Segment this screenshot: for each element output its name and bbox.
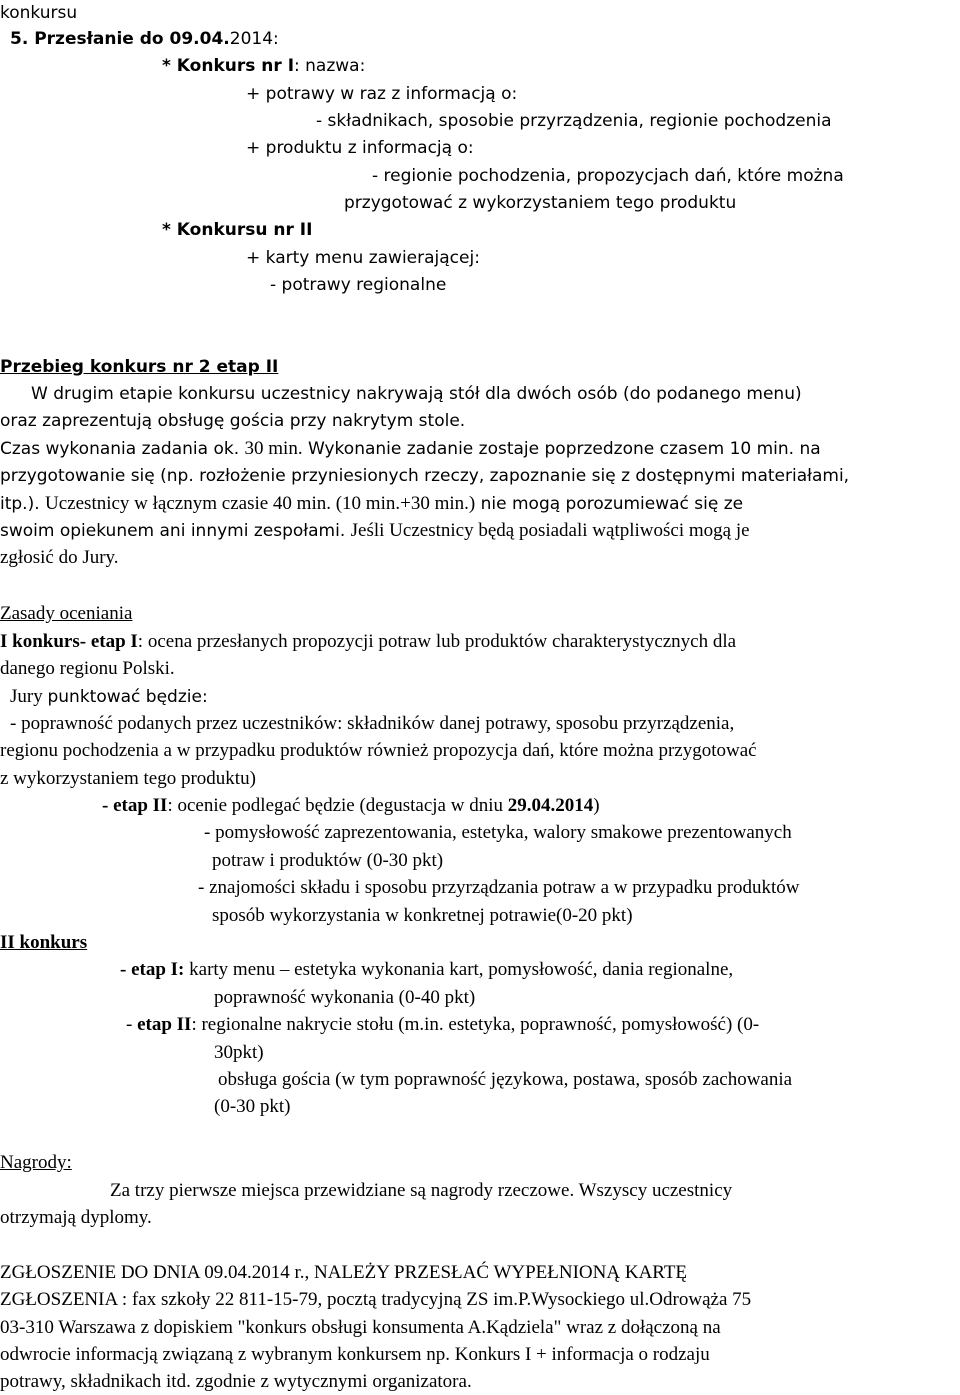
criteria-line: potraw i produktów (0-30 pkt) — [212, 850, 444, 871]
zasady-heading: Zasady oceniania — [0, 603, 133, 624]
konkurs-2-criteria-heading: II konkurs — [0, 932, 88, 953]
zasady-line: danego regionu Polski. — [0, 658, 175, 679]
criteria-line: sposób wykorzystania w konkretnej potrawie(0-20 pkt) — [212, 905, 633, 926]
zgloszenie-line: 03-310 Warszawa z dopiskiem "konkurs obsługi konsumenta A.Kądziela" wraz z dołączoną na — [0, 1317, 721, 1338]
intro-item: - potrawy regionalne — [270, 275, 447, 295]
section-5-year: 2014: — [229, 29, 279, 49]
criteria-line: obsługa gościa (w tym poprawność językowa, postawa, sposób zachowania — [218, 1069, 793, 1090]
zgloszenie-line: odwrocie informacją związaną z wybranym konkursem np. Konkurs I + informacja o rodzaju — [0, 1344, 710, 1365]
przebieg-line: Czas wykonania zadania ok. 30 min. Wykonanie zadanie zostaje poprzedzone czasem 10 min. na — [0, 438, 821, 459]
intro-item: - składnikach, sposobie przyrządzenia, regionie pochodzenia — [316, 111, 832, 131]
intro-item: + karty menu zawierającej: — [246, 248, 480, 268]
zasady-line: regionu pochodzenia a w przypadku produktów również propozycja dań, które można przygotować — [0, 740, 757, 761]
zgloszenie-line: potrawy, składnikach itd. zgodnie z wytycznymi organizatora. — [0, 1371, 472, 1392]
przebieg-line: oraz zaprezentują obsługę gościa przy nakrytym stole. — [0, 411, 466, 431]
zgloszenie-line: ZGŁOSZENIA : fax szkoły 22 811-15-79, pocztą tradycyjną ZS im.P.Wysockiego ul.Odrowąża 75 — [0, 1289, 752, 1310]
criteria-line: poprawność wykonania (0-40 pkt) — [214, 987, 476, 1008]
section-5-label: 5. Przesłanie do 09.04. — [10, 29, 230, 49]
konkurs-2-heading: * Konkursu nr II — [162, 220, 313, 240]
criteria-line: 30pkt) — [214, 1042, 264, 1063]
konkurs-1-rest: : nazwa: — [294, 56, 366, 76]
intro-line: konkursu — [0, 3, 78, 23]
section-5-heading — [10, 26, 279, 52]
k2-etap-1-line: - etap I: karty menu – estetyka wykonania kart, pomysłowość, dania regionalne, — [120, 959, 734, 980]
intro-item: + produktu z informacją o: — [246, 138, 474, 158]
zasady-line: - poprawność podanych przez uczestników: składników danej potrawy, sposobu przyrządzenia, — [10, 713, 735, 734]
konkurs-1-label: * Konkurs nr I — [162, 56, 295, 76]
przebieg-line: W drugim etapie konkursu uczestnicy nakrywają stół dla dwóch osób (do podanego menu) — [31, 384, 802, 404]
criteria-line: - pomysłowość zaprezentowania, estetyka, walory smakowe prezentowanych — [204, 822, 792, 843]
zasady-line: z wykorzystaniem tego produktu) — [0, 768, 256, 789]
przebieg-line: przygotowanie się (np. rozłożenie przyniesionych rzeczy, zapoznanie się z dostępnymi materiałami, — [0, 466, 850, 486]
etap-2-line: - etap II: ocenie podlegać będzie (degustacja w dniu 29.04.2014) — [102, 795, 600, 816]
intro-item: + potrawy w raz z informacją o: — [246, 84, 518, 104]
zgloszenie-line: ZGŁOSZENIE DO DNIA 09.04.2014 r., NALEŻY PRZESŁAĆ WYPEŁNIONĄ KARTĘ — [0, 1262, 688, 1283]
criteria-line: - znajomości składu i sposobu przyrządzania potraw a w przypadku produktów — [198, 877, 800, 898]
przebieg-line: zgłosić do Jury. — [0, 547, 119, 568]
konkurs-1-criteria: I konkurs- etap I: ocena przesłanych propozycji potraw lub produktów charakterystycznych dla — [0, 631, 737, 652]
k2-etap-2-line: - etap II: regionalne nakrycie stołu (m.in. estetyka, poprawność, pomysłowość) (0- — [126, 1014, 760, 1035]
przebieg-heading: Przebieg konkurs nr 2 etap II — [0, 357, 279, 377]
przebieg-line: itp.). Uczestnicy w łącznym czasie 40 min. (10 min.+30 min.) nie mogą porozumiewać się ze — [0, 493, 744, 514]
konkurs-1-heading — [162, 53, 365, 79]
intro-item: przygotować z wykorzystaniem tego produktu — [344, 193, 737, 213]
criteria-line: (0-30 pkt) — [214, 1096, 291, 1117]
intro-item: - regionie pochodzenia, propozycjach dań, które można — [372, 166, 844, 186]
nagrody-heading: Nagrody: — [0, 1152, 72, 1173]
nagrody-line: otrzymają dyplomy. — [0, 1207, 152, 1228]
przebieg-line: swoim opiekunem ani innymi zespołami. Jeśli Uczestnicy będą posiadali wątpliwości mogą je — [0, 520, 750, 541]
nagrody-line: Za trzy pierwsze miejsca przewidziane są nagrody rzeczowe. Wszyscy uczestnicy — [110, 1180, 733, 1201]
jury-line: Jury punktować będzie: — [10, 686, 208, 707]
